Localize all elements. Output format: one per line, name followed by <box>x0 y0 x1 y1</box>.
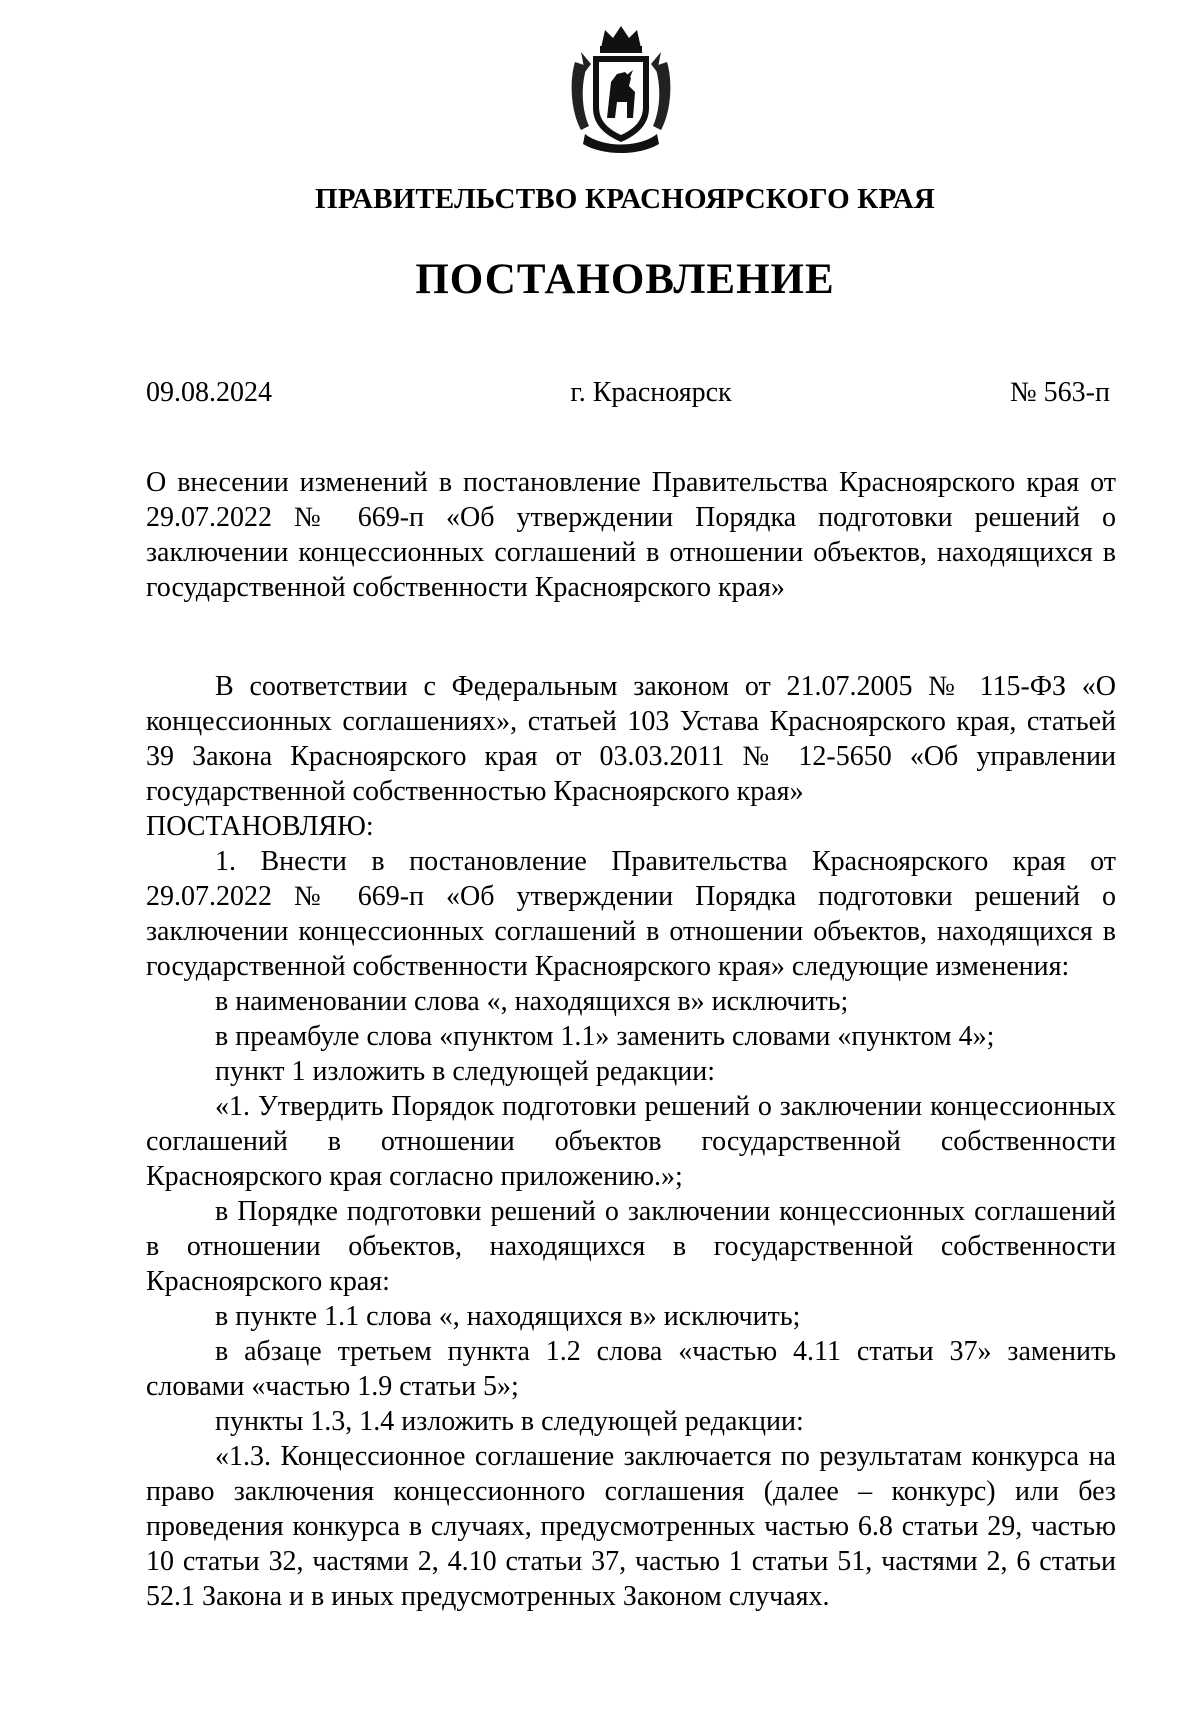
document-meta-row <box>146 377 1110 413</box>
paragraph: «1. Утвердить Порядок подготовки решений о заключении концессионных соглашений в отношении объектов государственной собственности Красноярского края согласно приложению.»; <box>146 1091 1116 1192</box>
coat-of-arms-icon <box>567 22 675 154</box>
decree-word: ПОСТАНОВЛЯЮ: <box>146 811 374 842</box>
document-city: г. Красноярск <box>570 377 732 408</box>
document-number: № 563-п <box>1009 377 1110 408</box>
paragraph: «1.3. Концессионное соглашение заключается по результатам конкурса на право заключения концессионного соглашения (далее – конкурс) или без проведения конкурса в случаях, предусмотренных частью 6.8 статьи 29, частью 10 статьи 32, частями 2, 4.10 статьи 37, частью 1 статьи 51, частями 2, 6 статьи 52.1 Закона и в иных предусмотренных Законом случаях. <box>146 1441 1116 1612</box>
paragraph: пункты 1.3, 1.4 изложить в следующей редакции: <box>215 1406 804 1437</box>
document-date: 09.08.2024 <box>146 377 272 408</box>
paragraph: пункт 1 изложить в следующей редакции: <box>215 1056 715 1087</box>
document-title <box>146 465 1116 605</box>
government-name: ПРАВИТЕЛЬСТВО КРАСНОЯРСКОГО КРАЯ <box>314 183 936 215</box>
paragraph: 1. Внести в постановление Правительства Красноярского края от 29.07.2022 № 669-п «Об утверждении Порядка подготовки решений о заключении концессионных соглашений в отношении объектов, находящихся в государственной собственности Красноярского края» следующие изменения: <box>146 846 1116 982</box>
document-type: ПОСТАНОВЛЕНИЕ <box>415 256 835 303</box>
preamble: В соответствии с Федеральным законом от 21.07.2005 № 115-ФЗ «О концессионных соглашениях», статьей 103 Устава Красноярского края, статьей 39 Закона Красноярского края от 03.03.2011 № 12-5650 «Об управлении государственной собственностью Красноярского края» <box>146 671 1116 807</box>
paragraph: в пункте 1.1 слова «, находящихся в» исключить; <box>215 1301 801 1332</box>
paragraph: в наименовании слова «, находящихся в» исключить; <box>215 986 849 1017</box>
paragraph: в преамбуле слова «пунктом 1.1» заменить словами «пунктом 4»; <box>215 1021 995 1052</box>
document-body <box>146 669 1116 1614</box>
paragraph: в Порядке подготовки решений о заключении концессионных соглашений в отношении объектов, находящихся в государственной собственности Красноярского края: <box>146 1196 1116 1297</box>
document-title-text: О внесении изменений в постановление Правительства Красноярского края от 29.07.2022 № 669-п «Об утверждении Порядка подготовки решений о заключении концессионных соглашений в отношении объектов, находящихся в государственной собственности Красноярского края» <box>146 467 1116 603</box>
paragraph: в абзаце третьем пункта 1.2 слова «частью 4.11 статьи 37» заменить словами «частью 1.9 статьи 5»; <box>146 1336 1116 1402</box>
